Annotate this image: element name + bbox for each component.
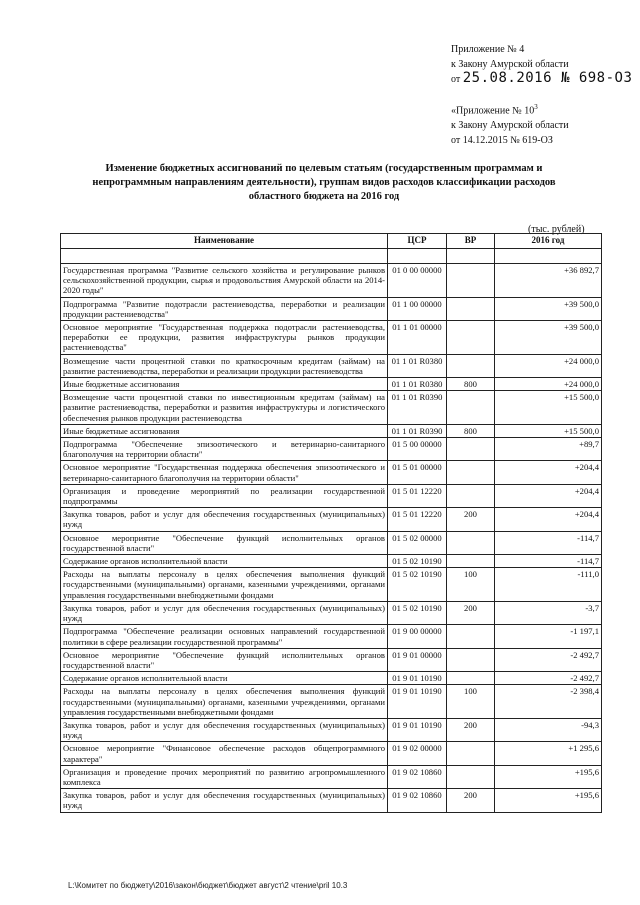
row-vr <box>447 625 495 648</box>
row-amount: -2 398,4 <box>495 685 602 719</box>
row-vr: 200 <box>447 508 495 531</box>
row-vr: 200 <box>447 601 495 624</box>
row-name: Расходы на выплаты персоналу в целях обеспечения выполнения функций государственными (муниципальными) органами, казенными учреждениями, органами управления государственными внебюджетными фондами <box>61 685 388 719</box>
row-vr <box>447 555 495 568</box>
header-name: Наименование <box>61 234 388 249</box>
row-csr: 01 9 01 10190 <box>388 685 447 719</box>
row-amount: +89,7 <box>495 438 602 461</box>
row-vr <box>447 391 495 425</box>
table-header-row <box>61 234 602 249</box>
row-amount: -114,7 <box>495 555 602 568</box>
appendix-prev-date: от 14.12.2015 № 619-ОЗ <box>451 135 553 147</box>
row-csr: 01 5 02 10190 <box>388 555 447 568</box>
table-row <box>61 625 602 648</box>
row-csr: 01 5 02 00000 <box>388 531 447 554</box>
table-row <box>61 424 602 437</box>
row-name: Иные бюджетные ассигнования <box>61 424 388 437</box>
table-row <box>61 531 602 554</box>
row-name: Основное мероприятие "Государственная поддержка обеспечения эпизоотического и ветеринарно-санитарного благополучия на территории области" <box>61 461 388 484</box>
row-vr: 200 <box>447 789 495 812</box>
row-vr <box>447 297 495 320</box>
table-row <box>61 789 602 812</box>
row-name: Основное мероприятие "Финансовое обеспечение расходов общепрограммного характера" <box>61 742 388 765</box>
row-vr: 800 <box>447 424 495 437</box>
row-name: Иные бюджетные ассигнования <box>61 378 388 391</box>
row-amount: +39 500,0 <box>495 321 602 355</box>
row-amount: +195,6 <box>495 789 602 812</box>
appendix-number: Приложение № 4 <box>451 44 525 55</box>
row-amount: -111,0 <box>495 568 602 602</box>
row-csr: 01 9 01 00000 <box>388 648 447 671</box>
appendix-prev-number: «Приложение № $10^3$ <box>451 103 538 117</box>
row-csr: 01 5 02 10190 <box>388 601 447 624</box>
row-vr <box>447 648 495 671</box>
row-name: Закупка товаров, работ и услуг для обеспечения государственных (муниципальных) нужд <box>61 718 388 741</box>
row-amount: +204,4 <box>495 461 602 484</box>
row-name: Возмещение части процентной ставки по инвестиционным кредитам (займам) на развитие растениеводства, переработки и развития инфраструктуры и логистического обеспечения рынков продукции растениеводства <box>61 391 388 425</box>
table-row <box>61 391 602 425</box>
row-name: Государственная программа "Развитие сельского хозяйства и регулирование рынков сельскохозяйственной продукции, сырья и продовольствия Амурской области на 2014-2020 годы" <box>61 264 388 298</box>
row-csr: 01 1 00 00000 <box>388 297 447 320</box>
row-csr: 01 0 00 00000 <box>388 264 447 298</box>
table-row <box>61 718 602 741</box>
row-vr <box>447 484 495 507</box>
row-name: Подпрограмма "Развитие подотрасли растениеводства, переработки и реализации продукции растениеводства" <box>61 297 388 320</box>
table-row <box>61 555 602 568</box>
date-stamp: 25.08.2016 № 698-ОЗ <box>462 70 633 86</box>
table-row <box>61 508 602 531</box>
row-vr: 800 <box>447 378 495 391</box>
row-vr <box>447 765 495 788</box>
row-name: Содержание органов исполнительной власти <box>61 672 388 685</box>
row-csr: 01 9 02 00000 <box>388 742 447 765</box>
row-amount: +195,6 <box>495 765 602 788</box>
budget-table <box>60 233 602 813</box>
row-name: Возмещение части процентной ставки по краткосрочным кредитам (займам) на развитие растениеводства, переработки и реализации продукции растениеводства <box>61 354 388 377</box>
table-row <box>61 672 602 685</box>
row-name: Основное мероприятие "Обеспечение функций исполнительных органов государственной власти" <box>61 648 388 671</box>
table-row <box>61 461 602 484</box>
row-amount: -3,7 <box>495 601 602 624</box>
row-csr: 01 5 01 00000 <box>388 461 447 484</box>
table-row <box>61 765 602 788</box>
row-csr: 01 9 01 10190 <box>388 672 447 685</box>
row-csr: 01 1 01 R0380 <box>388 354 447 377</box>
row-amount: +24 000,0 <box>495 354 602 377</box>
appendix-law: к Закону Амурской области <box>451 59 569 70</box>
row-vr: 200 <box>447 718 495 741</box>
row-amount: +204,4 <box>495 508 602 531</box>
row-csr: 01 5 02 10190 <box>388 568 447 602</box>
row-vr: 100 <box>447 685 495 719</box>
table-row <box>61 601 602 624</box>
table-row <box>61 648 602 671</box>
table-row <box>61 378 602 391</box>
appendix-date: от 25.08.2016 № 698-ОЗ <box>451 70 633 86</box>
row-amount: +15 500,0 <box>495 424 602 437</box>
row-csr: 01 5 01 12220 <box>388 484 447 507</box>
row-name: Организация и проведение прочих мероприятий по развитию агропромышленного комплекса <box>61 765 388 788</box>
row-vr <box>447 531 495 554</box>
row-csr: 01 9 01 10190 <box>388 718 447 741</box>
header-year: 2016 год <box>495 234 602 249</box>
row-amount: +24 000,0 <box>495 378 602 391</box>
row-amount: +15 500,0 <box>495 391 602 425</box>
table-row <box>61 321 602 355</box>
table-row <box>61 438 602 461</box>
row-vr <box>447 264 495 298</box>
table-row <box>61 685 602 719</box>
row-name: Организация и проведение мероприятий по реализации государственной подпрограммы <box>61 484 388 507</box>
table-row <box>61 742 602 765</box>
row-name: Закупка товаров, работ и услуг для обеспечения государственных (муниципальных) нужд <box>61 601 388 624</box>
row-vr <box>447 742 495 765</box>
row-csr: 01 1 01 R0380 <box>388 378 447 391</box>
table-body <box>61 249 602 813</box>
row-csr: 01 9 02 10860 <box>388 789 447 812</box>
appendix-prev-block <box>451 100 569 148</box>
row-vr <box>447 438 495 461</box>
table-row <box>61 568 602 602</box>
row-csr: 01 5 01 12220 <box>388 508 447 531</box>
appendix-block <box>451 42 632 87</box>
row-name: Расходы на выплаты персоналу в целях обеспечения выполнения функций государственными (муниципальными) органами, казенными учреждениями, органами управления государственными внебюджетными фондами <box>61 568 388 602</box>
row-name: Содержание органов исполнительной власти <box>61 555 388 568</box>
table-row <box>61 297 602 320</box>
row-name: Основное мероприятие "Обеспечение функций исполнительных органов государственной власти" <box>61 531 388 554</box>
row-amount: +39 500,0 <box>495 297 602 320</box>
row-csr: 01 1 01 R0390 <box>388 424 447 437</box>
table-row <box>61 484 602 507</box>
row-name: Закупка товаров, работ и услуг для обеспечения государственных (муниципальных) нужд <box>61 789 388 812</box>
row-amount: -114,7 <box>495 531 602 554</box>
row-amount: -2 492,7 <box>495 672 602 685</box>
units-label: (тыс. рублей) <box>528 224 585 235</box>
file-path-footer: L:\Комитет по бюджету\2016\закон\бюджет\бюджет август\2 чтение\pril 10.3 <box>68 881 348 890</box>
header-vr: ВР <box>447 234 495 249</box>
row-amount: -2 492,7 <box>495 648 602 671</box>
row-vr <box>447 354 495 377</box>
header-csr: ЦСР <box>388 234 447 249</box>
table-row <box>61 354 602 377</box>
row-vr <box>447 672 495 685</box>
row-name: Подпрограмма "Обеспечение реализации основных направлений государственной политики в сфере реализации государственной программы" <box>61 625 388 648</box>
row-amount: -94,3 <box>495 718 602 741</box>
document-title: Изменение бюджетных ассигнований по целевым статьям (государственным программам и непрограммным направлениям деятельности), группам видов расходов классификации расходов областного бюджета на 2016 год <box>92 163 556 202</box>
row-name: Подпрограмма "Обеспечение эпизоотического и ветеринарно-санитарного благополучия на территории области" <box>61 438 388 461</box>
row-vr <box>447 461 495 484</box>
row-amount: +1 295,6 <box>495 742 602 765</box>
table-row <box>61 264 602 298</box>
appendix-prev-law: к Закону Амурской области <box>451 120 569 132</box>
row-csr: 01 1 01 00000 <box>388 321 447 355</box>
row-amount: +204,4 <box>495 484 602 507</box>
row-amount: -1 197,1 <box>495 625 602 648</box>
row-amount: +36 892,7 <box>495 264 602 298</box>
row-vr <box>447 321 495 355</box>
row-vr: 100 <box>447 568 495 602</box>
row-csr: 01 1 01 R0390 <box>388 391 447 425</box>
row-csr: 01 9 00 00000 <box>388 625 447 648</box>
row-csr: 01 5 00 00000 <box>388 438 447 461</box>
table-spacer-row <box>61 249 602 264</box>
row-name: Основное мероприятие "Государственная поддержка подотрасли растениеводства, переработки ее продукции, развития инфраструктуры рынков продукции растениеводства" <box>61 321 388 355</box>
row-csr: 01 9 02 10860 <box>388 765 447 788</box>
row-name: Закупка товаров, работ и услуг для обеспечения государственных (муниципальных) нужд <box>61 508 388 531</box>
